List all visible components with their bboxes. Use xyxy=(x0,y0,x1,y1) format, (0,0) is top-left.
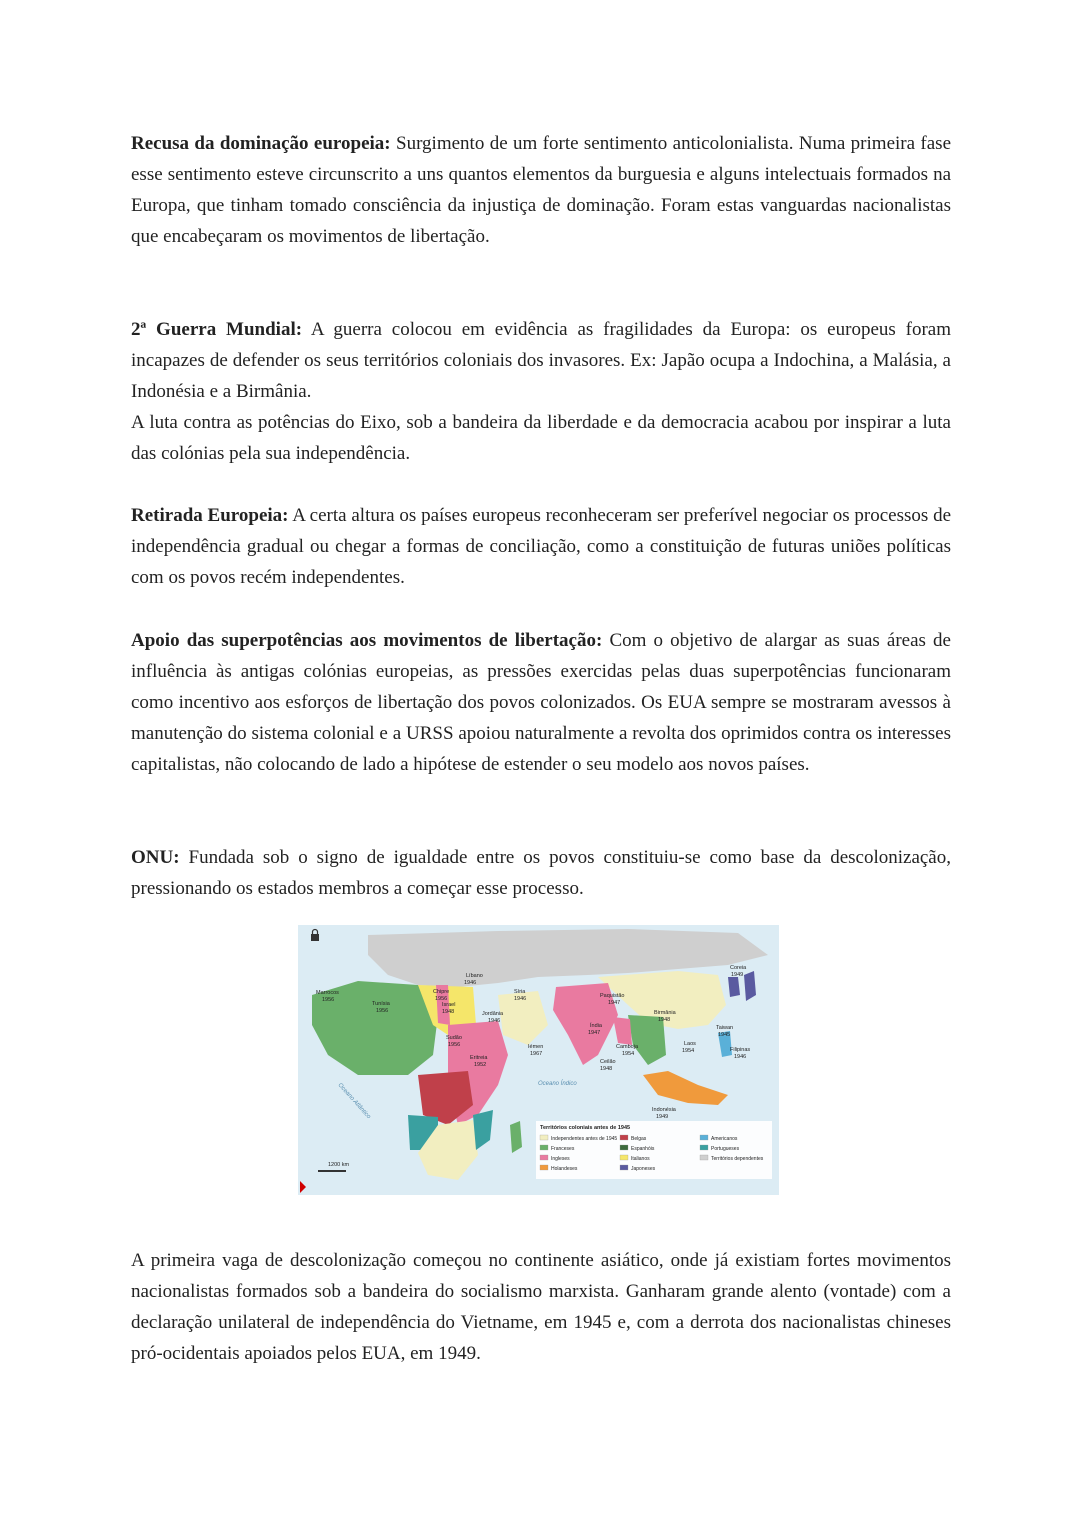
map-label-laos: Laos xyxy=(684,1041,696,1047)
map-label-filipinas-year: 1946 xyxy=(734,1054,747,1060)
legend-swatch xyxy=(700,1145,708,1150)
map-label-marrocos: Marrocos xyxy=(316,990,339,996)
map-label-chipre: Chipre xyxy=(433,989,450,995)
map-label-coreia: Coreia xyxy=(730,965,747,971)
paragraph-text: Com o objetivo de alargar as suas áreas de influência às antigas colónias europeias, as pressões exercidas pelas duas superpotências funcionaram como incentivo aos esforços de libertação dos povos colonizados. Os EUA sempre se mostraram avessos à manutenção do sistema colonial e a URSS apoiou naturalmente a revolta dos oprimidos contra os interesses capitalistas, não colocando de lado a hipótese de estender o seu modelo aos novos países. xyxy=(131,630,951,775)
map-label-indonesia-year: 1949 xyxy=(656,1114,669,1120)
paragraph-retirada xyxy=(131,500,951,593)
paragraph-recusa xyxy=(131,128,951,252)
map-label-sudao: Sudão xyxy=(446,1035,462,1041)
paragraph-text: A certa altura os países europeus reconheceram ser preferível negociar os processos de independência gradual ou chegar a formas de conciliação, como a constituição de futuras uniões políticas com os povos recém independentes. xyxy=(131,505,951,588)
legend-swatch xyxy=(620,1155,628,1160)
decolonization-map xyxy=(298,925,779,1195)
legend-swatch xyxy=(540,1155,548,1160)
map-label-jordania: Jordânia xyxy=(482,1011,504,1017)
map-label-tunisia: Tunísia xyxy=(372,1001,390,1007)
map-label-libano-year: 1946 xyxy=(464,980,477,986)
map-label-libano: Líbano xyxy=(466,973,483,979)
paragraph-heading: Retirada Europeia: xyxy=(131,505,289,526)
map-label-filipinas: Filipinas xyxy=(730,1047,751,1053)
legend-label: Territórios dependentes xyxy=(711,1156,764,1162)
map-label-indonesia: Indonésia xyxy=(652,1107,676,1113)
paragraph-heading: ONU: xyxy=(131,847,180,868)
map-label-laos-year: 1954 xyxy=(682,1048,695,1054)
legend-swatch xyxy=(620,1165,628,1170)
ocean-label-atlantico: Oceano Atlântico xyxy=(336,1082,372,1121)
legend-swatch xyxy=(540,1145,548,1150)
paragraph-text: A guerra colocou em evidência as fragilidades da Europa: os europeus foram incapazes de defender os seus territórios coloniais dos invasores. Ex: Japão ocupa a Indochina, a Malásia, a Indonésia e a Birmânia. xyxy=(131,319,951,402)
paragraph-primeira-vaga xyxy=(131,1245,951,1369)
map-label-birmania: Birmânia xyxy=(654,1010,676,1016)
legend-swatch xyxy=(540,1135,548,1140)
paragraph-text: A primeira vaga de descolonização começou no continente asiático, onde já existiam fortes movimentos nacionalistas formados sob a bandeira do socialismo marxista. Ganharam grande alento (vontade) com a declaração unilateral de independência do Vietname, em 1945 e, com a derrota dos nacionalistas chineses pró-ocidentais apoiados pelos EUA, em 1949. xyxy=(131,1250,951,1364)
map-label-tunisia-year: 1956 xyxy=(376,1008,389,1014)
paragraph-heading: Recusa da dominação europeia: xyxy=(131,133,391,154)
map-label-eritreia-year: 1952 xyxy=(474,1062,487,1068)
map-svg xyxy=(298,925,779,1195)
legend-label: Independentes antes de 1945 xyxy=(551,1136,618,1142)
ocean-label-indico: Oceano Índico xyxy=(538,1081,577,1087)
legend-label: Ingleses xyxy=(551,1156,570,1162)
map-label-siria-year: 1946 xyxy=(514,996,527,1002)
legend-title: Territórios coloniais antes de 1945 xyxy=(540,1125,631,1131)
legend-label: Italianos xyxy=(631,1156,650,1162)
map-label-siria: Síria xyxy=(514,989,526,995)
map-label-coreia-year: 1949 xyxy=(731,972,744,978)
map-label-paquistao: Paquistão xyxy=(600,993,625,999)
map-legend xyxy=(536,1121,772,1179)
legend-label: Portugueses xyxy=(711,1146,740,1152)
paragraph-guerra-mundial xyxy=(131,314,951,469)
map-label-marrocos-year: 1956 xyxy=(322,997,335,1003)
map-label-iemen: Iémen xyxy=(528,1044,544,1050)
legend-swatch xyxy=(700,1135,708,1140)
paragraph-text: Surgimento de um forte sentimento anticolonialista. Numa primeira fase esse sentimento esteve circunscrito a uns quantos elementos da burguesia e alguns intelectuais formados na Europa, que tinham tomado consciência da injustiça de dominação. Foram estas vanguardas nacionalistas que encabeçaram os movimentos de libertação. xyxy=(131,133,952,247)
map-label-chipre-year: 1956 xyxy=(435,996,448,1002)
map-label-taiwan: Taiwan xyxy=(716,1025,734,1031)
map-label-ceilao: Ceilão xyxy=(600,1059,616,1065)
legend-label: Americanos xyxy=(711,1136,738,1142)
legend-swatch xyxy=(620,1135,628,1140)
map-label-sudao-year: 1956 xyxy=(448,1042,461,1048)
map-label-iemen-year: 1967 xyxy=(530,1051,543,1057)
paragraph-text-continued: A luta contra as potências do Eixo, sob a bandeira da liberdade e da democracia acabou por inspirar a luta das colónias pela sua independência. xyxy=(131,412,951,464)
map-label-india: Índia xyxy=(590,1023,602,1029)
legend-label: Espanhóis xyxy=(631,1146,655,1152)
map-label-jordania-year: 1946 xyxy=(488,1018,501,1024)
paragraph-heading: 2ª Guerra Mundial: xyxy=(131,319,303,340)
map-label-taiwan-year: 1945 xyxy=(718,1032,731,1038)
legend-item xyxy=(540,1135,617,1142)
legend-label: Franceses xyxy=(551,1146,575,1152)
scale-label: 1200 km xyxy=(328,1162,350,1168)
paragraph-onu xyxy=(131,842,951,904)
map-label-eritreia: Eritreia xyxy=(470,1055,488,1061)
map-label-ceilao-year: 1948 xyxy=(600,1066,613,1072)
map-label-india-year: 1947 xyxy=(588,1030,601,1036)
paragraph-superpotencias xyxy=(131,625,951,780)
legend-swatch xyxy=(540,1165,548,1170)
legend-label: Japoneses xyxy=(631,1166,656,1172)
legend-swatch xyxy=(620,1145,628,1150)
map-label-israel-year: 1948 xyxy=(442,1009,455,1015)
paragraph-text: Fundada sob o signo de igualdade entre os povos constituiu-se como base da descolonização, pressionando os estados membros a começar esse processo. xyxy=(131,847,951,899)
map-label-israel: Israel xyxy=(442,1002,456,1008)
legend-label: Holandeses xyxy=(551,1166,578,1172)
map-label-camboja: Camboja xyxy=(616,1044,639,1050)
legend-label: Belgas xyxy=(631,1136,647,1142)
map-label-birmania-year: 1948 xyxy=(658,1017,671,1023)
korea-territory xyxy=(728,977,740,997)
legend-swatch xyxy=(700,1155,708,1160)
paragraph-heading: Apoio das superpotências aos movimentos de libertação: xyxy=(131,630,603,651)
map-label-paquistao-year: 1947 xyxy=(608,1000,621,1006)
map-label-camboja-year: 1954 xyxy=(622,1051,635,1057)
